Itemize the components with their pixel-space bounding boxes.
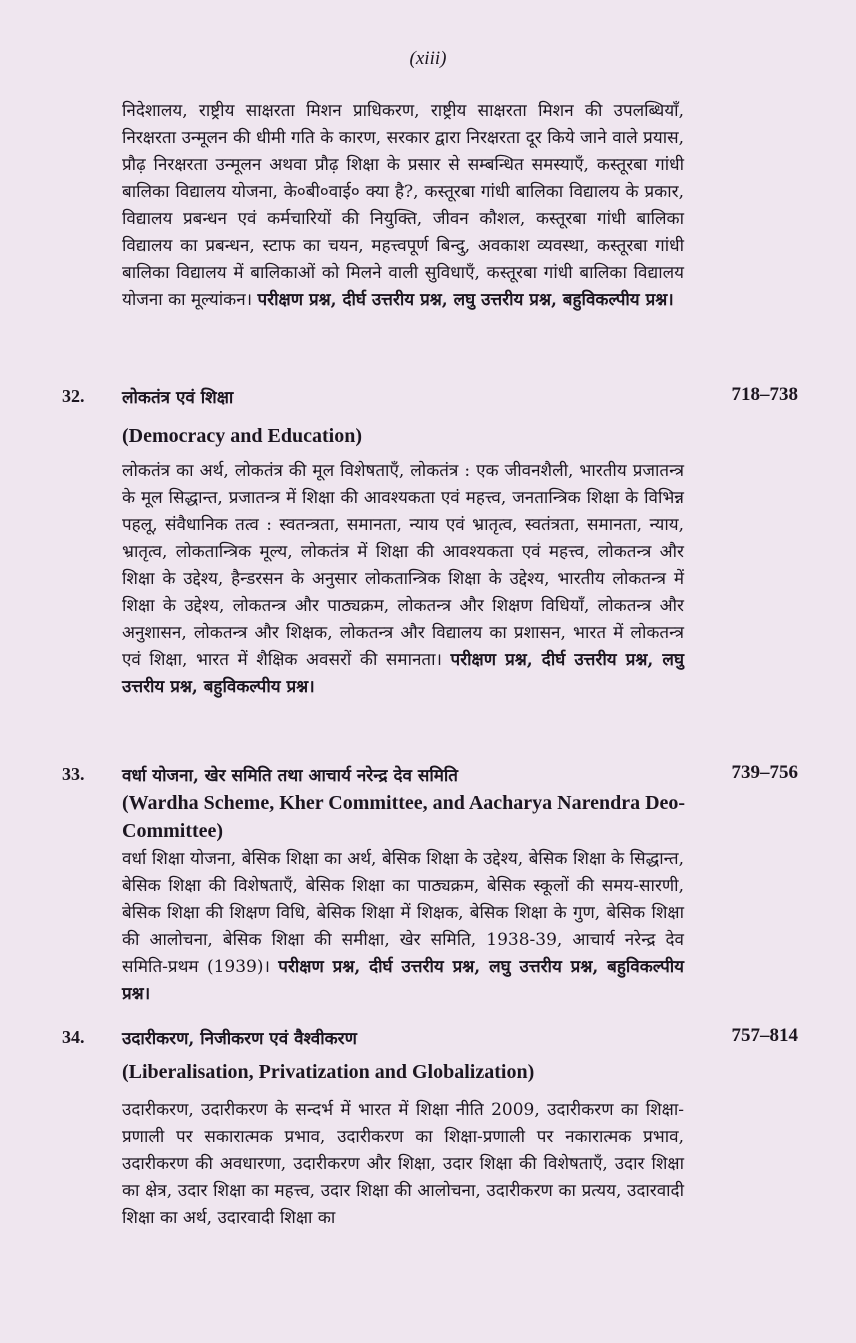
intro-exercises: परीक्षण प्रश्न, दीर्घ उत्तरीय प्रश्न, लघु उत्तरीय प्रश्न, बहुविकल्पीय प्रश्न। [257,290,674,310]
page-number: (xiii) [409,48,447,69]
chapter-32-body: लोकतंत्र का अर्थ, लोकतंत्र की मूल विशेषताएँ, लोकतंत्र : एक जीवनशैली, भारतीय प्रजातन्त्र के मूल सिद्धान्त, प्रजातन्त्र में शिक्षा की आवश्यकता एवं महत्त्व, जनतान्त्रिक शिक्षा के विभिन्न पहलू, संवैधानिक तत्व : स्वतन्त्रता, समानता, न्याय एवं भ्रातृत्व, स्वतंत्रता, समानता, न्याय, भ्रातृत्व, लोकतान्त्रिक मूल्य, लोकतंत्र में शिक्षा की आवश्यकता एवं महत्त्व, लोकतन्त्र और शिक्षा के उद्देश्य, हैन्डरसन के अनुसार लोकतान्त्रिक शिक्षा के उद्देश्य, भारतीय लोकतन्त्र में शिक्षा के उद्देश्य, लोकतन्त्र और पाठ्यक्रम, लोकतन्त्र और शिक्षण विधियाँ, लोकतन्त्र और अनुशासन, लोकतन्त्र और शिक्षक, लोकतन्त्र और विद्यालय का प्रशासन, भारत में लोकतन्त्र एवं शिक्षा, भारत में शैक्षिक अवसरों की समानता। [122,461,684,670]
chapter-34-english-title: (Liberalisation, Privatization and Globalization) [122,1061,535,1083]
chapter-32-exercises: परीक्षण प्रश्न, दीर्घ उत्तरीय प्रश्न, लघु उत्तरीय प्रश्न, बहुविकल्पीय प्रश्न। [122,650,684,697]
chapter-34-body: उदारीकरण, उदारीकरण के सन्दर्भ में भारत में शिक्षा नीति 2009, उदारीकरण का शिक्षा-प्रणाली पर सकारात्मक प्रभाव, उदारीकरण का शिक्षा-प्रणाली पर नकारात्मक प्रभाव, उदारीकरण की अवधारणा, उदारीकरण और शिक्षा, उदार शिक्षा की विशेषताएँ, उदार शिक्षा का क्षेत्र, उदार शिक्षा का महत्त्व, उदार शिक्षा की आलोचना, उदारीकरण का प्रत्यय, उदारवादी शिक्षा का अर्थ, उदारवादी शिक्षा का [122,1100,684,1228]
chapter-34-number: 34. [62,1027,85,1047]
chapter-33-body: वर्धा शिक्षा योजना, बेसिक शिक्षा का अर्थ, बेसिक शिक्षा के उद्देश्य, बेसिक शिक्षा के सिद्धान्त, बेसिक शिक्षा की विशेषताएँ, बेसिक शिक्षा का पाठ्यक्रम, बेसिक स्कूलों की समय-सारणी, बेसिक शिक्षा की शिक्षण विधि, बेसिक शिक्षा में शिक्षक, बेसिक शिक्षा के गुण, बेसिक शिक्षा की आलोचना, बेसिक शिक्षा की समीक्षा, खेर समिति, 1938-39, आचार्य नरेन्द्र देव समिति-प्रथम (1939)। [122,849,684,977]
chapter-32-english-title: (Democracy and Education) [122,425,362,447]
intro-body: निदेशालय, राष्ट्रीय साक्षरता मिशन प्राधिकरण, राष्ट्रीय साक्षरता मिशन की उपलब्धियाँ, निरक्षरता उन्मूलन की धीमी गति के कारण, सरकार द्वारा निरक्षरता दूर किये जाने वाले प्रयास, प्रौढ़ निरक्षरता उन्मूलन अथवा प्रौढ़ शिक्षा के प्रसार से सम्बन्धित समस्याएँ, कस्तूरबा गांधी बालिका विद्यालय योजना, के०बी०वाई० क्या है?, कस्तूरबा गांधी बालिका विद्यालय के प्रकार, विद्यालय प्रबन्धन एवं कर्मचारियों की नियुक्ति, जीवन कौशल, कस्तूरबा गांधी बालिका विद्यालय का प्रबन्धन, स्टाफ का चयन, महत्त्वपूर्ण बिन्दु, अवकाश व्यवस्था, कस्तूरबा गांधी बालिका विद्यालय में बालिकाओं को मिलने वाली सुविधाएँ, कस्तूरबा गांधी बालिका विद्यालय योजना का मूल्यांकन। [122,101,684,310]
chapter-33-description [122,846,684,1008]
chapter-33-exercises: परीक्षण प्रश्न, दीर्घ उत्तरीय प्रश्न, लघु उत्तरीय प्रश्न, बहुविकल्पीय प्रश्न। [122,957,685,1004]
chapter-33-title: वर्धा योजना, खेर समिति तथा आचार्य नरेन्द्र देव समिति [122,766,458,786]
chapter-33-number: 33. [62,764,85,784]
chapter-34-description [122,1097,684,1232]
chapter-33-pages: 739–756 [731,762,798,783]
chapter-34-title: उदारीकरण, निजीकरण एवं वैश्वीकरण [122,1029,357,1049]
chapter-32-title: लोकतंत्र एवं शिक्षा [122,388,234,408]
chapter-32-description [122,458,684,701]
intro-paragraph [122,98,684,314]
chapter-32-pages: 718–738 [731,384,798,405]
chapter-34-pages: 757–814 [731,1025,798,1046]
chapter-32-number: 32. [62,386,85,406]
chapter-33-english-title: (Wardha Scheme, Kher Committee, and Aacharya Narendra Deo-Committee) [122,792,686,842]
